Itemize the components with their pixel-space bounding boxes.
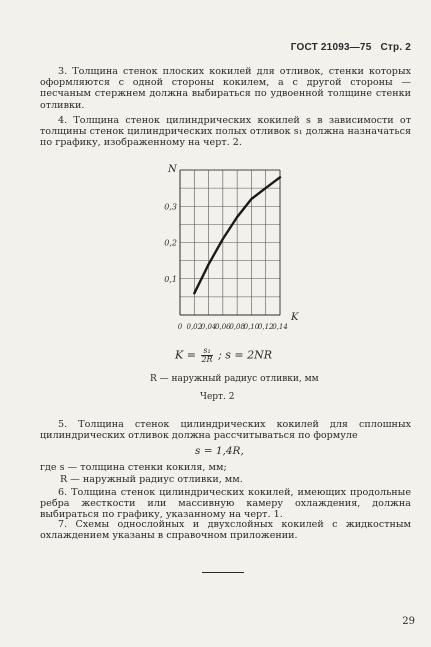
x-tick-label: 0 [177,323,183,331]
x-tick-label: 0,10 [243,323,260,331]
x-tick-label: 0,12 [257,323,274,331]
chart-y-ticks [164,202,177,284]
formula-s: s = 1,4R, [195,445,244,457]
paragraph-6: 6. Толщина стенок цилиндрических кокилей, имеющих продольные ребра жесткости или массивную камеру охлаждения, должна выбираться по графику, указанному на черт. 1. [40,487,411,521]
definition-r: R — наружный радиус отливки, мм. [60,474,243,485]
paragraph-7: 7. Схемы однослойных и двухслойных кокилей с жидкостным охлаждением указаны в справочном приложении. [40,519,411,542]
chart-x-ticks [178,323,288,331]
chart-y-axis-label: N [168,164,177,175]
fraction [201,347,212,364]
formula-k [175,347,272,364]
chart-x-axis-label: K [291,312,299,323]
fraction-numerator: s₁ [203,346,211,355]
document-header [291,42,411,53]
x-tick-label: 0,04 [200,323,217,331]
y-tick-label: 0,1 [164,274,177,284]
figure-caption: Черт. 2 [200,392,235,402]
paragraph-3: 3. Толщина стенок плоских кокилей для отливок, стенки которых оформляются с одной стороны кокилем, а с другой стороны — песчаным стержнем должна выбираться по удвоенной толщине стенки отливки. [40,66,411,111]
end-rule [202,572,244,573]
page-number: 29 [402,616,415,627]
x-tick-label: 0,06 [215,323,231,331]
caption-radius: R — наружный радиус отливки, мм [150,374,319,384]
formula-k-lhs: K = [175,348,196,362]
x-tick-label: 0,14 [272,323,288,331]
fraction-denominator: 2R [201,355,213,364]
paragraph-4: 4. Толщина стенок цилиндрических кокилей s в зависимости от толщины стенок цилиндрических полых отливок s₁ должна назначаться по графику, изображенному на черт. 2. [40,115,411,149]
formula-s-2nr: ; s = 2NR [218,348,273,362]
y-tick-label: 0,3 [164,202,177,212]
paragraph-5: 5. Толщина стенок цилиндрических кокилей для сплошных цилиндрических отливок должна рассчитываться по формуле [40,419,411,442]
definition-s: где s — толщина стенки кокиля, мм; [40,462,227,473]
x-tick-label: 0,02 [186,323,203,331]
x-tick-label: 0,08 [229,323,245,331]
standard-number: ГОСТ 21093—75 [290,42,372,53]
chart-figure-2 [160,160,300,335]
y-tick-label: 0,2 [164,238,177,248]
page-label: Стр. 2 [380,42,411,53]
